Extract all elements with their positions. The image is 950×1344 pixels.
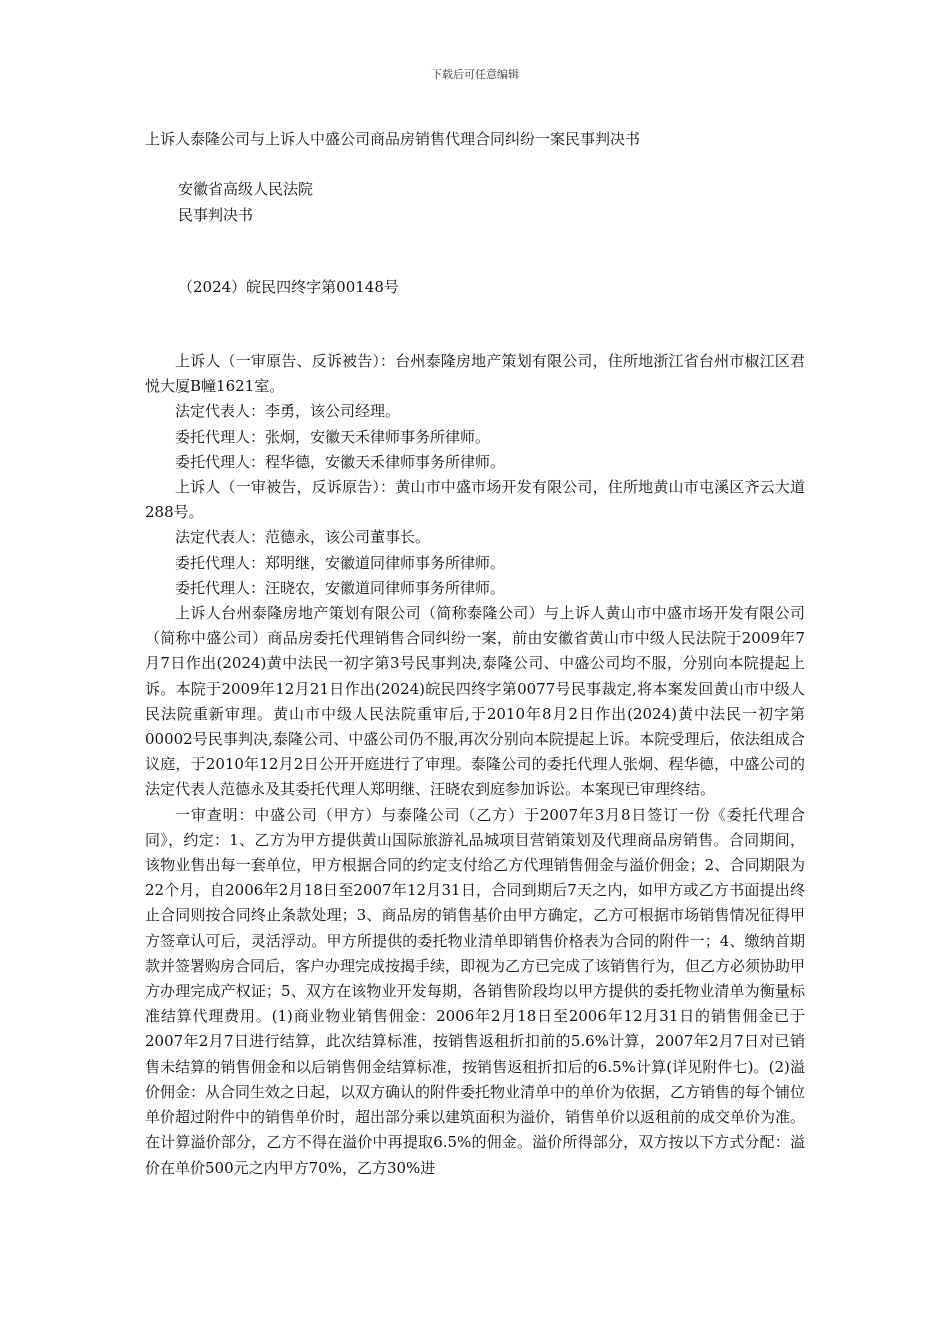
court-name: 安徽省高级人民法院 xyxy=(178,180,314,198)
paragraph-appellant-1: 上诉人（一审原告、反诉被告）：台州泰隆房地产策划有限公司，住所地浙江省台州市椒江区君悦大厦B幢1621室。 xyxy=(145,352,805,396)
paragraph-legal-rep-2: 法定代表人：范德永，该公司董事长。 xyxy=(175,528,431,547)
paragraph-agent-4: 委托代理人：汪晓农，安徽道同律师事务所律师。 xyxy=(175,578,506,597)
header-note: 下载后可任意编辑 xyxy=(431,68,519,81)
paragraph-case-history: 上诉人台州泰隆房地产策划有限公司（简称泰隆公司）与上诉人黄山市中盛市场开发有限公司（简称中盛公司）商品房委托代理销售合同纠纷一案，前由安徽省黄山市中级人民法院于2009年7月7日作出(2024)黄中法民一初字第3号民事判决,泰隆公司、中盛公司均不服，分别向本院提起上诉。本院于2009年12月21日作出(2024)皖民四终字第0077号民事裁定,将本案发回黄山市中级人民法院重新审理。黄山市中级人民法院重审后,于2010年8月2日作出(2024)黄中法民一初字第00002号民事判决,泰隆公司、中盛公司仍不服,再次分别向本院提起上诉。本院受理后，依法组成合议庭，于2010年12月2日公开开庭进行了审理。泰隆公司的委托代理人张炯、程华德，中盛公司的法定代表人范德永及其委托代理人郑明继、汪晓农到庭参加诉讼。本案现已审理终结。 xyxy=(145,604,805,799)
paragraph-agent-1: 委托代理人：张炯，安徽天禾律师事务所律师。 xyxy=(175,427,491,446)
document-title: 上诉人泰隆公司与上诉人中盛公司商品房销售代理合同纠纷一案民事判决书 xyxy=(145,130,641,148)
document-type: 民事判决书 xyxy=(178,206,254,224)
paragraph-agent-3: 委托代理人：郑明继，安徽道同律师事务所律师。 xyxy=(175,553,506,572)
paragraph-first-instance-findings: 一审查明：中盛公司（甲方）与泰隆公司（乙方）于2007年3月8日签订一份《委托代理合同》，约定：1、乙方为甲方提供黄山国际旅游礼品城项目营销策划及代理商品房销售。合同期间，该物业售出每一套单位，甲方根据合同的约定支付给乙方代理销售佣金与溢价佣金；2、合同期限为22个月，自2006年2月18日至2007年12月31日，合同到期后7天之内，如甲方或乙方书面提出终止合同则按合同终止条款处理；3、商品房的销售基价由甲方确定，乙方可根据市场销售情况征得甲方签章认可后，灵活浮动。甲方所提供的委托物业清单即销售价格表为合同的附件一；4、缴纳首期款并签署购房合同后，客户办理完成按揭手续，即视为乙方已完成了该销售行为，但乙方必须协助甲方办理完成产权证；5、双方在该物业开发每期，各销售阶段均以甲方提供的委托物业清单为衡量标准结算代理费用。(1)商业物业销售佣金：2006年2月18日至2006年12月31日的销售佣金已于2007年2月7日进行结算，此次结算标准，按销售返租折扣前的5.6%计算，2007年2月7日对已销售未结算的销售佣金和以后销售佣金结算标准，按销售返租折扣后的6.5%计算(详见附件七)。(2)溢价佣金：从合同生效之日起，以双方确认的附件委托物业清单中的单价为依据，乙方销售的每个铺位单价超过附件中的销售单价时，超出部分乘以建筑面积为溢价，销售单价以返租前的成交单价为准。在计算溢价部分，乙方不得在溢价中再提取6.5%的佣金。溢价所得部分，双方按以下方式分配：溢价在单价500元之内甲方70%，乙方30%进 xyxy=(145,805,806,1177)
judgment-body xyxy=(145,349,805,1181)
paragraph-legal-rep-1: 法定代表人：李勇，该公司经理。 xyxy=(175,402,401,421)
case-number: （2024）皖民四终字第00148号 xyxy=(178,278,399,296)
paragraph-agent-2: 委托代理人：程华德，安徽天禾律师事务所律师。 xyxy=(175,452,506,471)
paragraph-appellant-2: 上诉人（一审被告，反诉原告）：黄山市中盛市场开发有限公司，住所地黄山市屯溪区齐云大道288号。 xyxy=(145,478,805,522)
